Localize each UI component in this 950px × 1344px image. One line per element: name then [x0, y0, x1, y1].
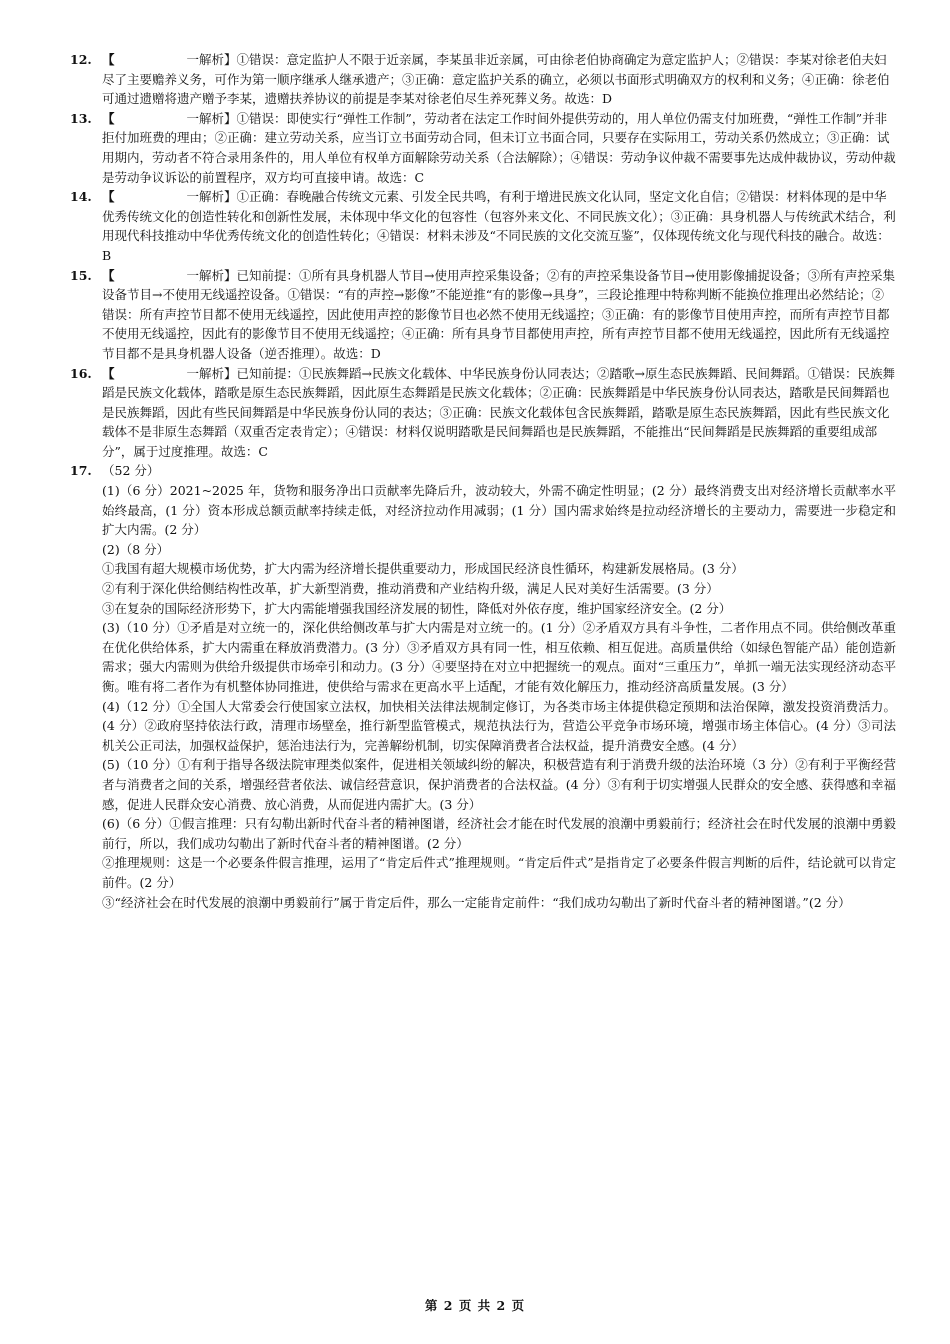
item-body: ①错误：意定监护人不限于近亲属，李某虽非近亲属，可由徐老伯协商确定为意定监护人；②错误：李某对徐老伯夫妇尽了主要赡养义务，可作为第一顺序继承人继承遗产；③正确：意定监护关系的确立，必须以书面形式明确双方的权利和义务；④正确：徐老伯可通过遗赠将遗产赠予李某，遗赠扶养协议的前提是李某对徐老伯尽生养死葬义务。故选：D	[102, 52, 890, 107]
q17-part-6-rule: ②推理规则：这是一个必要条件假言推理，运用了“肯定后件式”推理规则。“肯定后件式”是指肯定了必要条件假言判断的后件，结论就可以肯定前件。(2 分）	[102, 855, 896, 890]
q17-part-6-conclusion: ③“经济社会在时代发展的浪潮中勇毅前行”属于肯定后件，那么一定能肯定前件：“我们成功勾勒出了新时代奋斗者的精神图谱。”(2 分）	[102, 894, 851, 910]
item-bracket: 【	[102, 110, 115, 126]
item-body: ①错误：即使实行“弹性工作制”，劳动者在法定工作时间外提供劳动的，用人单位仍需支付加班费，“弹性工作制”并非拒付加班费的理由；②正确：建立劳动关系，应当订立书面劳动合同，但未订立书面合同，只要存在实际用工，劳动关系仍然成立；③正确：试用期内，劳动者不符合录用条件的，用人单位有权单方面解除劳动关系（合法解除）；④错误：劳动争议仲裁不需要事先达成仲裁协议，劳动仲裁是劳动争议诉讼的前置程序，双方均可直接申请。故选：C	[102, 110, 896, 185]
item-bracket: 【	[102, 365, 115, 381]
item-label: 一解析】	[186, 267, 237, 283]
q17-part-6: (6)（6 分）①假言推理：只有勾勒出新时代奋斗者的精神图谱，经济社会才能在时代发展的浪潮中勇毅前行；经济社会在时代发展的浪潮中勇毅前行，所以，我们成功勾勒出了新时代奋斗者的精神图谱。(2 分）	[102, 816, 896, 851]
item-number: 16.	[70, 365, 92, 381]
page-footer: 第 2 页 共 2 页	[424, 1298, 526, 1313]
q17-part-2-point-1: ①我国有超大规模市场优势，扩大内需为经济增长提供重要动力，形成国民经济良性循环，构建新发展格局。(3 分）	[102, 561, 744, 577]
item-text	[102, 111, 896, 185]
item-text	[102, 189, 896, 263]
item-body: 已知前提：①所有具身机器人节目→使用声控采集设备；②有的声控采集设备节目→使用影像捕捉设备；③所有声控采集设备节目→不使用无线遥控设备。①错误：“有的声控→影像”不能逆推“有的影像→具身”，三段论推理中特称判断不能换位推理出必然结论；②错误：所有声控节目都不使用无线遥控，因此使用声控的影像节目也必然不使用无线遥控；③正确：有的影像节目使用声控，而所有声控节目都不使用无线遥控，因此有的影像节目不使用无线遥控；④正确：所有具身节目都使用声控，所有声控节目都不使用无线遥控，因此所有无线遥控节目都不是具身机器人设备（逆否推理）。故选：D	[102, 267, 895, 361]
item-number: 13.	[70, 110, 92, 126]
answer-content	[70, 50, 896, 912]
item-label: 一解析】	[186, 110, 237, 126]
item-bracket: 【	[102, 267, 115, 283]
answer-item-13	[70, 109, 896, 187]
item-text	[102, 52, 890, 106]
answer-item-16	[70, 364, 896, 462]
item-text	[102, 366, 895, 459]
answer-item-14	[70, 187, 896, 265]
item-score: （52 分）	[102, 463, 160, 479]
item-number: 14.	[70, 189, 92, 205]
answer-item-12	[70, 50, 896, 109]
item-text	[102, 268, 895, 361]
item-bracket: 【	[102, 52, 115, 67]
q17-part-4: (4)（12 分）①全国人大常委会行使国家立法权，加快相关法律法规制定修订，为各类市场主体提供稳定预期和法治保障，激发投资消费活力。(4 分）②政府坚持依法行政，清理市场壁垒，推行新型监管模式，规范执法行为，营造公平竞争市场环境，增强市场主体信心。(4 分）③司法机关公正司法，加强权益保护，惩治违法行为，完善解纷机制，切实保障消费者合法权益，提升消费安全感。(4 分）	[102, 698, 896, 753]
q17-part-2-point-2: ②有利于深化供给侧结构性改革，扩大新型消费，推动消费和产业结构升级，满足人民对美好生活需要。(3 分）	[102, 581, 719, 597]
q17-part-2-point-3: ③在复杂的国际经济形势下，扩大内需能增强我国经济发展的韧性，降低对外依存度，维护国家经济安全。(2 分）	[102, 600, 732, 616]
item-number: 12.	[70, 52, 92, 67]
item-label: 一解析】	[186, 365, 237, 381]
q17-part-5: (5)（10 分）①有利于指导各级法院审理类似案件，促进相关领域纠纷的解决，积极营造有利于消费升级的法治环境（3 分）②有利于平衡经营者与消费者之间的关系，增强经营者依法、诚信经营意识，保护消费者的合法权益。(4 分）③有利于切实增强人民群众的安全感、获得感和幸福感，促进人民群众安心消费、放心消费，从而促进内需扩大。(3 分）	[102, 757, 896, 812]
item-bracket: 【	[102, 189, 115, 205]
answer-item-15	[70, 266, 896, 364]
item-body: 已知前提：①民族舞蹈→民族文化载体、中华民族身份认同表达；②踏歌→原生态民族舞蹈、民间舞蹈。①错误：民族舞蹈是民族文化载体，踏歌是原生态民族舞蹈，因此原生态舞蹈是民族文化载体；②正确：民族舞蹈是中华民族身份认同表达，踏歌是民间舞蹈也是民族舞蹈，因此有些民间舞蹈是中华民族身份认同的表达；③正确：民族文化载体包含民族舞蹈，踏歌是原生态民族舞蹈，因此有些民族文化载体不是非原生态舞蹈（双重否定表肯定）；④错误：材料仅说明踏歌是民间舞蹈也是民族舞蹈，不能推出“民间舞蹈是民族舞蹈的重要组成部分”，属于过度推理。故选：C	[102, 365, 895, 459]
q17-part-2-heading: (2)（8 分）	[102, 541, 170, 557]
q17-part-3: (3)（10 分）①矛盾是对立统一的，深化供给侧改革与扩大内需是对立统一的。(1 分）②矛盾双方具有斗争性，二者作用点不同。供给侧改革重在优化供给体系，扩大内需重在释放消费潜力。(3 分）③矛盾双方具有同一性，相互依赖、相互促进。高质量供给（如绿色智能产品）能创造新需求；强大内需则为供给升级提供市场牵引和动力。(3 分）④要坚持在对立中把握统一的观点。面对“三重压力”，单抓一端无法实现经济动态平衡。唯有将二者作为有机整体协同推进，使供给与需求在更高水平上适配，才能有效化解压力，推动经济高质量发展。(3 分）	[102, 620, 896, 694]
item-body: ①正确：春晚融合传统文元素、引发全民共鸣，有利于增进民族文化认同，坚定文化自信；②错误：材料体现的是中华优秀传统文化的创造性转化和创新性发展，未体现中华文化的包容性（包容外来文化、不同民族文化）；③正确：具身机器人与传统武术结合，利用现代科技推动中华优秀传统文化的创造性转化；④错误：材料未涉及“不同民族的文化交流互鉴”，仅体现传统文化与现代科技的融合。故选：B	[102, 189, 896, 263]
answer-item-17	[70, 461, 896, 481]
item-number: 17.	[70, 463, 92, 479]
item-label: 一解析】	[186, 52, 237, 67]
q17-part-1: (1)（6 分）2021~2025 年，货物和服务净出口贡献率先降后升，波动较大，外需不确定性明显；(2 分）最终消费支出对经济增长贡献率水平始终最高，(1 分）资本形成总额贡献率持续走低，对经济拉动作用减弱；(1 分）国内需求始终是拉动经济增长的主要动力，需要进一步稳定和扩大内需。(2 分）	[102, 483, 896, 538]
item-label: 一解析】	[186, 189, 237, 205]
item-number: 15.	[70, 267, 92, 283]
